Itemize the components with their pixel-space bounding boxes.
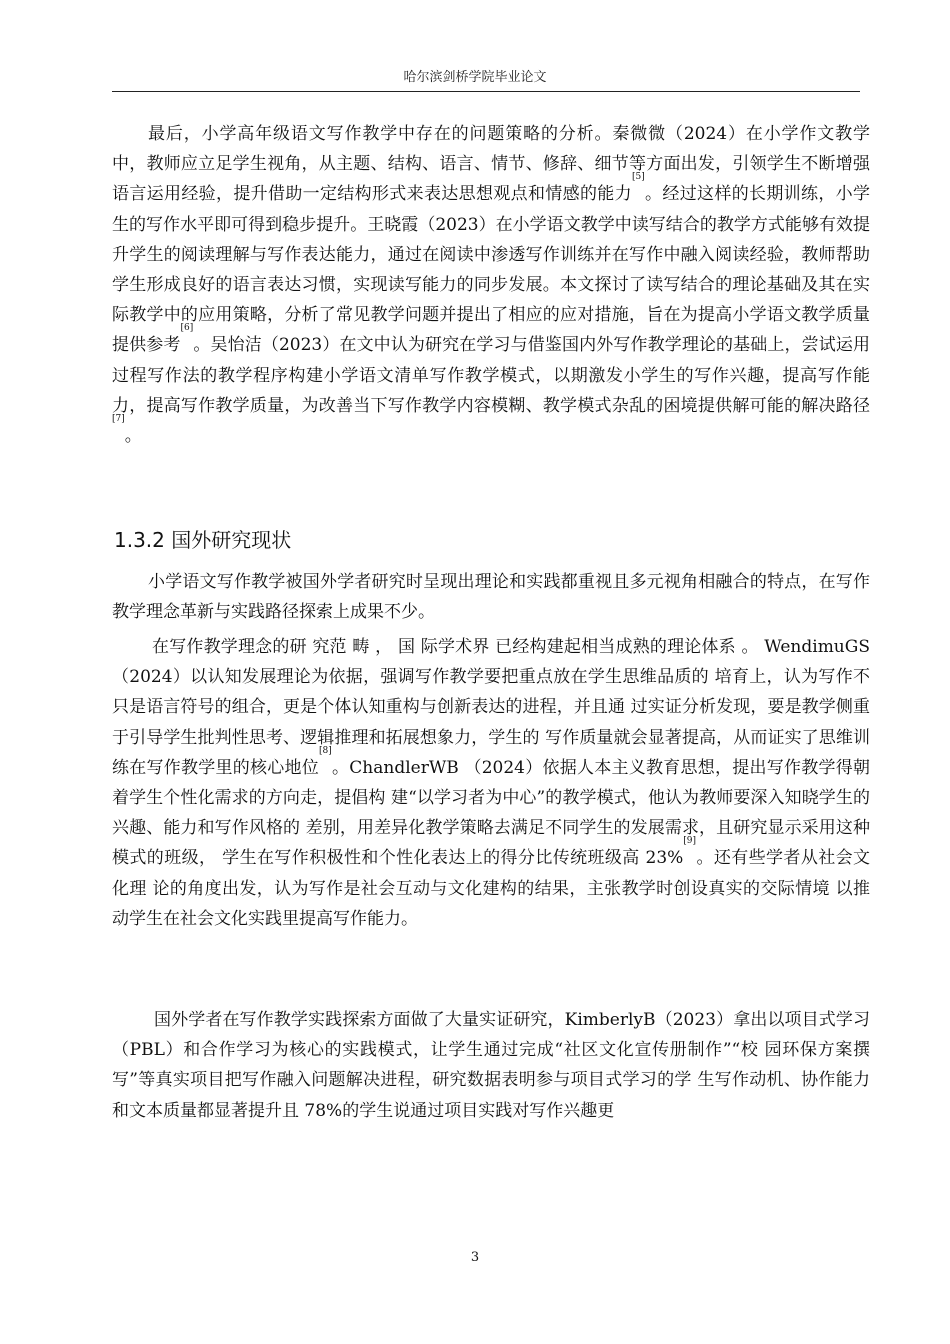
citation-8: [8] [319, 745, 332, 756]
citation-9: [9] [683, 836, 697, 847]
paragraph-3-text-2: 。ChandlerWB （2024）依据人本主义教育思想，提出写作教学得朝着学生个性化需求的方向走，提倡构 建“以学习者为中心”的教学模式，他认为教师要深入知晓学生的兴趣、能力和写作风格的 差别，用差异化教学策略去满足不同学生的发展需求，且研究显示采用这种模式的班级， 学生在写作积极性和个性化表达上的得分比传统班级高 23% [112, 757, 871, 869]
paragraph-3 [112, 632, 870, 934]
paragraph-4 [112, 1005, 870, 1126]
section-heading: 1.3.2 国外研究现状 [114, 528, 292, 552]
header-rule [112, 91, 860, 92]
citation-6: [6] [180, 323, 194, 334]
citation-5: [5] [631, 172, 645, 183]
paragraph-1 [112, 119, 870, 451]
paragraph-3-text-3: 。还有些学者从社会文化理 论的角度出发，认为写作是社会互动与文化建构的结果，主张教学时创设真实的交际情境 以推动学生在社会文化实践里提高写作能力。 [112, 848, 871, 929]
citation-7: [7] [112, 414, 125, 425]
paragraph-4-text: 国外学者在写作教学实践探索方面做了大量实证研究，KimberlyB（2023）拿出以项目式学习（PBL）和合作学习为核心的实践模式，让学生通过完成“社区文化宣传册制作”“校 园环保方案撰写”等真实项目把写作融入问题解决进程，研究数据表明参与项目式学习的学 生写作动机、协作能力和文本质量都显著提升且 78%的学生说通过项目实践对写作兴趣更 [112, 1010, 870, 1121]
paragraph-2-text: 小学语文写作教学被国外学者研究时呈现出理论和实践都重视且多元视角相融合的特点，在写作教学理念革新与实践路径探索上成果不少。 [112, 572, 870, 623]
paragraph-1-text-3: 。吴怡洁（2023）在文中认为研究在学习与借鉴国内外写作教学理论的基础上，尝试运用过程写作法的教学程序构建小学语文清单写作教学模式，以期激发小学生的写作兴趣，提高写作能力，提高写作教学质量，为改善当下写作教学内容模糊、教学模式杂乱的困境提供解可能的解决路径 [112, 335, 871, 416]
page-number: 3 [470, 1250, 480, 1265]
paragraph-1-text-2: 。经过这样的长期训练，小学生的写作水平即可得到稳步提升。王晓霞（2023）在小学语文教学中读写结合的教学方式能够有效提升学生的阅读理解与写作表达能力，通过在阅读中渗透写作训练并在写作中融入阅读经验，教师帮助学生形成良好的语言表达习惯，实现读写能力的同步发展。本文探讨了读写结合的理论基础及其在实际教学中的应用策略，分析了常见教学问题并提出了相应的应对措施，旨在为提高小学语文教学质量提供参考 [112, 184, 871, 356]
paragraph-3-text: 在写作教学理念的研 究范 畴 ， 国 际学术界 已经构建起相当成熟的理论体系 。 WendimuGS（2024）以认知发展理论为依据，强调写作教学要把重点放在学生思维品质的 培育上，认为写作不只是语言符号的组合，更是个体认知重构与创新表达的进程，并且通 过实证分析发现，要是教学侧重于引导学生批判性思考、逻辑推理和拓展想象力，学生的 写作质量就会显著提高，从而证实了思维训练在写作教学里的核心地位 [112, 637, 870, 778]
page-header: 哈尔滨剑桥学院毕业论文 [403, 70, 547, 85]
paragraph-1-text-4: 。 [124, 426, 142, 447]
paragraph-1-text: 最后，小学高年级语文写作教学中存在的问题策略的分析。秦微微（2024）在小学作文教学中，教师应立足学生视角，从主题、结构、语言、情节、修辞、细节等方面出发，引领学生不断增强语言运用经验，提升借助一定结构形式来表达思想观点和情感的能力 [112, 124, 870, 205]
paragraph-2 [112, 567, 870, 627]
